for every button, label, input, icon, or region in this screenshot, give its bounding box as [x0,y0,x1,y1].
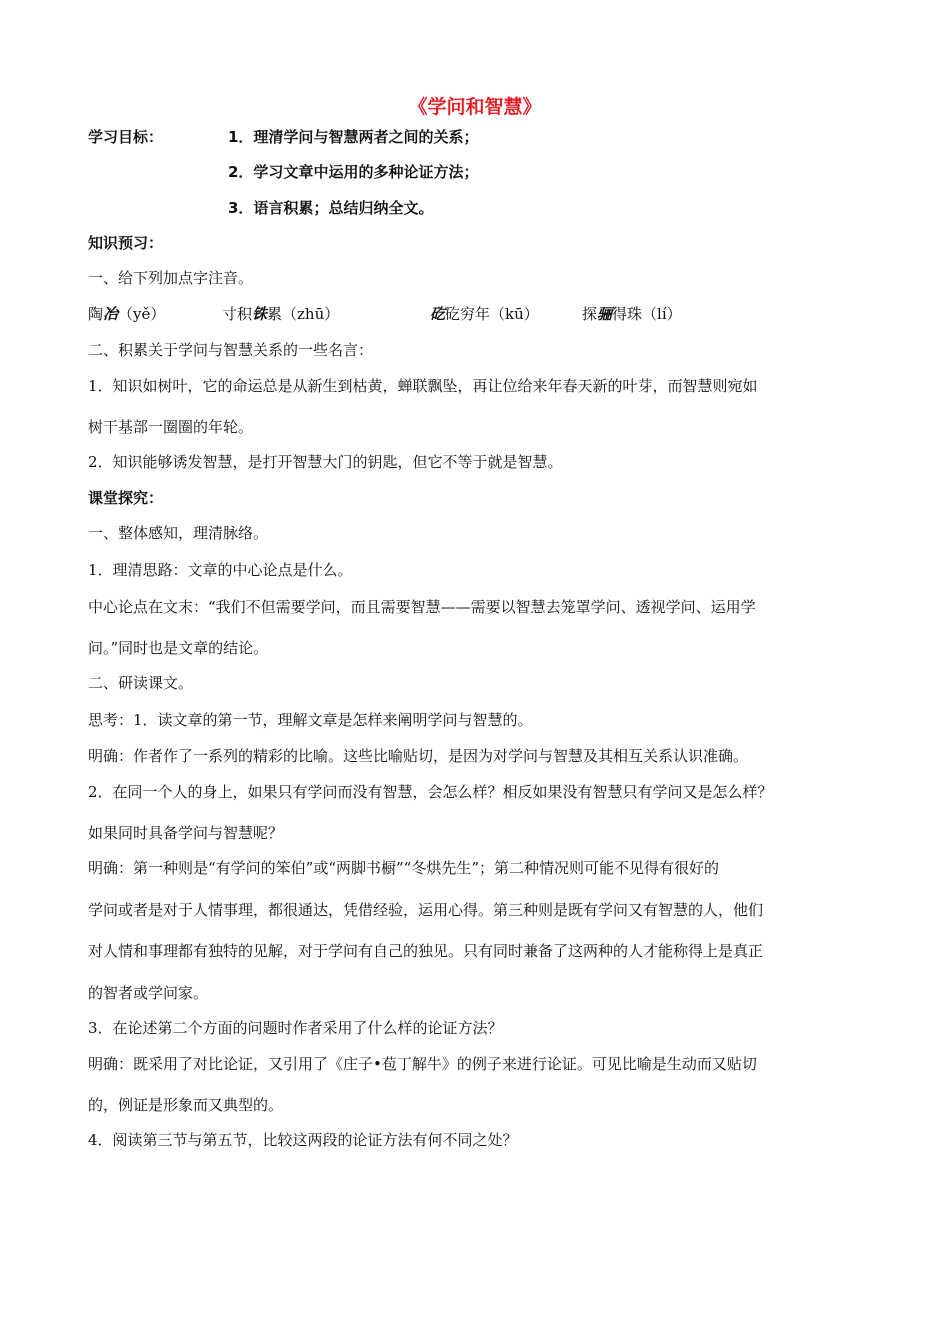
answer-2-line-2: 学问或者是对于人情事理，都很通达，凭借经验，运用心得。第三种则是既有学问又有智慧的人，他们 [88,901,764,919]
question-4: 4．阅读第三节与第五节，比较这两段的论证方法有何不同之处？ [88,1131,518,1149]
question-2-line-1: 2．在同一个人的身上，如果只有学问而没有智慧，会怎么样？相反如果没有智慧只有学问又是怎么样？ [88,783,773,801]
explore-part-2: 二、研读课文。 [88,674,194,692]
pinyin-item-3 [430,304,539,324]
objective-1: 1．理清学问与智慧两者之间的关系； [228,128,479,146]
dotted-character: 铢 [252,305,268,323]
pinyin-prefix: 寸积 [222,305,253,323]
pinyin-prefix: 陶 [88,305,104,323]
objective-3: 3．语言积累；总结归纳全文。 [228,199,434,217]
pinyin-suffix: 累（zhū） [267,305,340,323]
quote-1-line-2: 树干基部一圈圈的年轮。 [88,418,254,436]
answer-2-line-1: 明确：第一种则是“有学问的笨伯”或“两脚书橱”“冬烘先生”；第二种情况则可能不见得有很好的 [88,859,720,877]
explore-heading: 课堂探究： [88,489,164,507]
quote-2: 2．知识能够诱发智慧，是打开智慧大门的钥匙，但它不等于就是智慧。 [88,453,563,471]
answer-3-line-2: 的，例证是形象而又典型的。 [88,1096,284,1114]
answer-2-line-4: 的智者或学问家。 [88,984,209,1002]
pinyin-item-4 [582,304,682,324]
objectives-label: 学习目标： [88,128,164,146]
preview-question-2: 二、积累关于学问与智慧关系的一些名言： [88,341,374,359]
quote-1-line-1: 1．知识如树叶，它的命运总是从新生到枯黄，蝉联飘坠，再让位给来年春天新的叶芽，而智慧则宛如 [88,377,758,395]
question-2-line-2: 如果同时具备学问与智慧呢？ [88,824,284,842]
pinyin-suffix: 得珠（lí） [612,305,682,323]
objective-2: 2．学习文章中运用的多种论证方法； [228,163,479,181]
dotted-character: 骊 [597,305,613,323]
question-3: 3．在论述第二个方面的问题时作者采用了什么样的论证方法？ [88,1019,503,1037]
explore-question-1: 1．理清思路：文章的中心论点是什么。 [88,561,353,579]
pinyin-suffix: 矻穷年（kū） [445,305,539,323]
answer-2-line-3: 对人情和事理都有独特的见解，对于学问有自己的独见。只有同时兼备了这两种的人才能称得上是真正 [88,942,764,960]
preview-heading: 知识预习： [88,234,164,252]
preview-question-1: 一、给下列加点字注音。 [88,269,254,287]
pinyin-item-1 [88,304,165,324]
central-argument-line-2: 问。”同时也是文章的结论。 [88,639,269,657]
pinyin-prefix: 探 [582,305,598,323]
document-title: 《学问和智慧》 [408,96,542,118]
think-question: 思考：1．读文章的第一节，理解文章是怎样来阐明学问与智慧的。 [88,711,533,729]
central-argument-line-1: 中心论点在文末：“我们不但需要学问，而且需要智慧——需要以智慧去笼罩学问、透视学问、运用学 [88,598,756,616]
pinyin-suffix: （yě） [118,305,166,323]
dotted-character: 矻 [430,305,446,323]
answer-1: 明确：作者作了一系列的精彩的比喻。这些比喻贴切，是因为对学问与智慧及其相互关系认识准确。 [88,747,749,765]
explore-part-1: 一、整体感知，理清脉络。 [88,524,269,542]
dotted-character: 冶 [103,305,119,323]
pinyin-item-2 [222,304,339,324]
answer-3-line-1: 明确：既采用了对比论证，又引用了《庄子•苞丁解牛》的例子来进行论证。可见比喻是生动而又贴切 [88,1055,757,1073]
